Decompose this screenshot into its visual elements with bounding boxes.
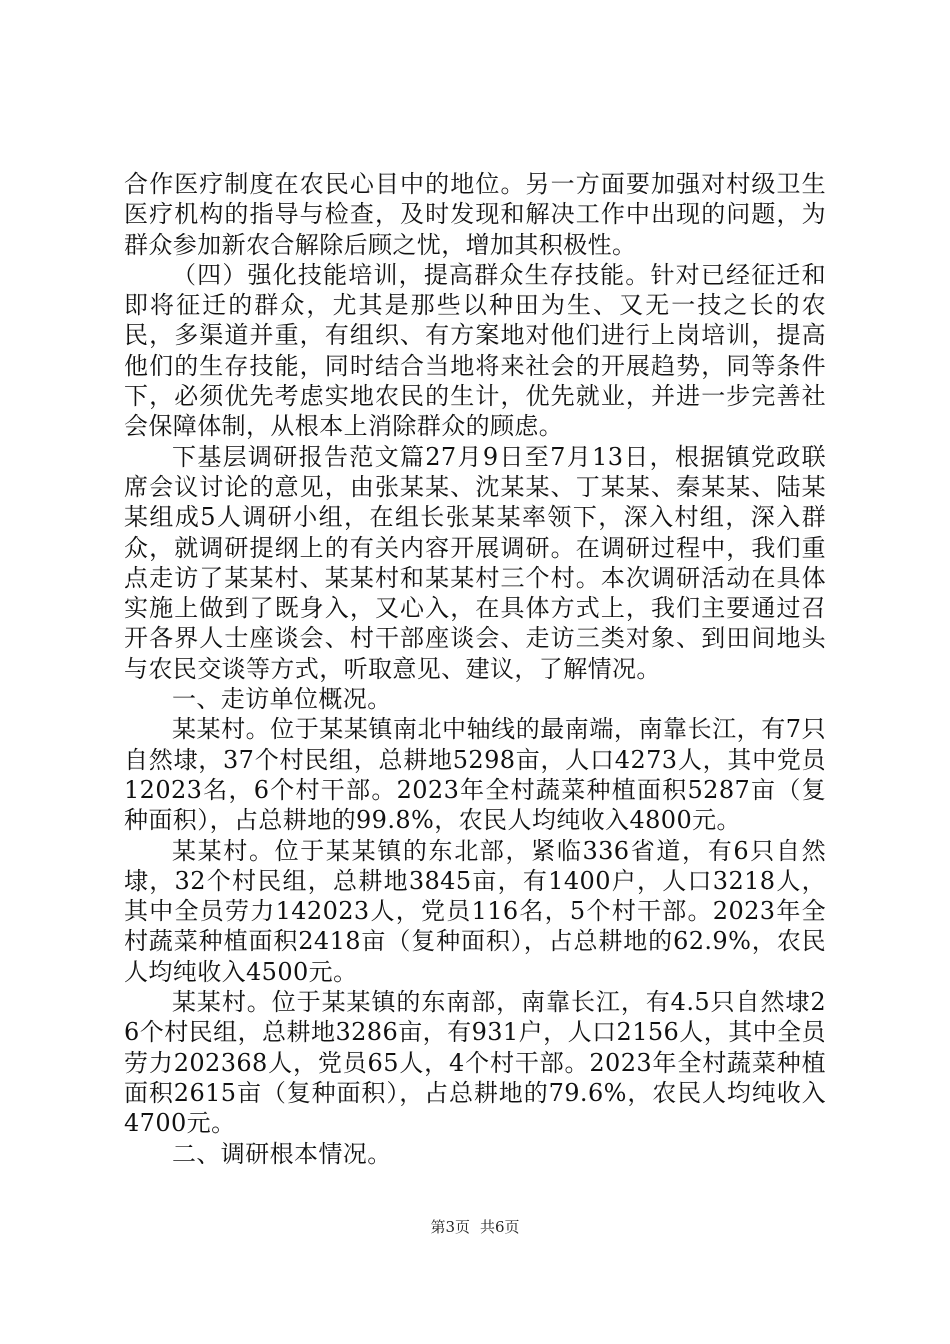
page-number: 第3页	[430, 1218, 470, 1236]
section-heading-1: 一、走访单位概况。	[172, 685, 392, 714]
paragraph-1: 合作医疗制度在农民心目中的地位。另一方面要加强对村级卫生医疗机构的指导与检查，及时发现和解决工作中出现的问题，为群众参加新农合解除后顾之忧，增加其积极性。	[124, 170, 826, 259]
paragraph-village-3: 某某村。位于某某镇的东南部，南靠长江，有4.5只自然埭26个村民组，总耕地3286亩，有931户，人口2156人，其中全员劳力202368人，党员65人，4个村干部。2023年全村蔬菜种植面积2615亩（复种面积），占总耕地的79.6%，农民人均纯收入4700元。	[124, 988, 826, 1138]
page-footer	[0, 1218, 950, 1236]
paragraph-2: （四）强化技能培训，提高群众生存技能。针对已经征迁和即将征迁的群众，尤其是那些以种田为生、又无一技之长的农民，多渠道并重，有组织、有方案地对他们进行上岗培训，提高他们的生存技能，同时结合当地将来社会的开展趋势，同等条件下，必须优先考虑实地农民的生计，优先就业，并进一步完善社会保障体制，从根本上消除群众的顾虑。	[124, 260, 826, 441]
section-heading-2: 二、调研根本情况。	[172, 1139, 392, 1168]
paragraph-3: 下基层调研报告范文篇27月9日至7月13日，根据镇党政联席会议讨论的意见，由张某某、沈某某、丁某某、秦某某、陆某某组成5人调研小组，在组长张某某率领下，深入村组，深入群众，就调研提纲上的有关内容开展调研。在调研过程中，我们重点走访了某某村、某某村和某某村三个村。本次调研活动在具体实施上做到了既身入，又心入，在具体方式上，我们主要通过召开各界人士座谈会、村干部座谈会、走访三类对象、到田间地头与农民交谈等方式，听取意见、建议，了解情况。	[124, 442, 826, 683]
document-body	[124, 169, 826, 1169]
page-total: 共6页	[480, 1218, 520, 1236]
paragraph-village-1: 某某村。位于某某镇南北中轴线的最南端，南靠长江，有7只自然埭，37个村民组，总耕地5298亩，人口4273人，其中党员12023名，6个村干部。2023年全村蔬菜种植面积5287亩（复种面积），占总耕地的99.8%，农民人均纯收入4800元。	[124, 715, 826, 835]
paragraph-village-2: 某某村。位于某某镇的东北部，紧临336省道，有6只自然埭，32个村民组，总耕地3845亩，有1400户，人口3218人，其中全员劳力142023人，党员116名，5个村干部。2023年全村蔬菜种植面积2418亩（复种面积），占总耕地的62.9%，农民人均纯收入4500元。	[124, 836, 826, 986]
